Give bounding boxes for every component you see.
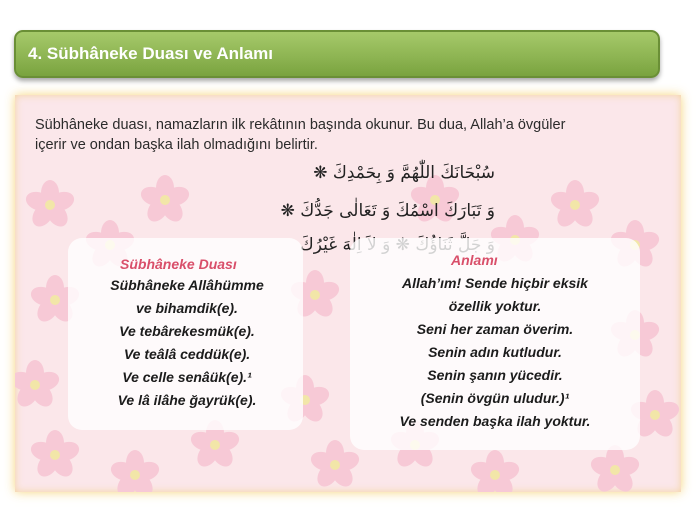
flower-icon [138,175,191,226]
flower-icon [23,180,76,231]
meaning-line: Ve senden başka ilah yoktur. [399,413,591,429]
flower-icon [308,440,361,491]
dua-line: Ve tebârekesmük(e). [119,323,255,339]
intro-line-2: içerir ve ondan başka ilah olmadığını belirtir. [35,137,318,153]
intro-line-1: Sübhâneke duası, namazların ilk rekâtının başında okunur. Bu dua, Allah’a övgüler [35,117,566,133]
arabic-line-3: غَيْرُكَ [299,235,338,255]
meaning-line: Senin adın kutludur. [428,344,562,360]
meaning-line: (Senin övgün uludur.)¹ [420,390,570,406]
intro-text [35,115,680,155]
dua-line: Sübhâneke Allâhümme [110,277,264,293]
dua-line: Ve lâ ilâhe ğayrük(e). [117,392,257,408]
dua-title: Sübhâneke Duası [120,256,237,272]
dua-lines [82,274,292,412]
meaning-lines [365,272,625,433]
meaning-line: Seni her zaman överim. [416,321,574,337]
flower-icon [588,445,641,492]
arabic-line-1: سُبْحَانَكَ اللّٰهُمَّ وَ بِحَمْدِكَ ❋ [313,163,495,183]
dua-line: Ve celle senâük(e).¹ [122,369,252,385]
dua-line: Ve teâlâ ceddük(e). [123,346,251,362]
meaning-title: Anlamı [451,252,498,268]
title-bar [14,30,660,78]
meaning-line: Senin şanın yücedir. [427,367,563,383]
page-title: 4. Sübhâneke Duası ve Anlamı [28,44,274,63]
flower-icon [28,430,81,481]
arabic-line-2: وَ تَبَارَكَ اسْمُكَ وَ تَعَالٰى جَدُّكَ ❋ [280,201,495,221]
flower-icon [548,180,601,231]
flower-icon [108,450,161,492]
dua-line: ve bihamdik(e). [136,300,238,316]
meaning-line: özellik yoktur. [448,298,542,314]
flower-icon [468,450,521,492]
flower-icon [15,360,62,411]
meaning-line: Allah’ım! Sende hiçbir eksik [402,275,588,291]
